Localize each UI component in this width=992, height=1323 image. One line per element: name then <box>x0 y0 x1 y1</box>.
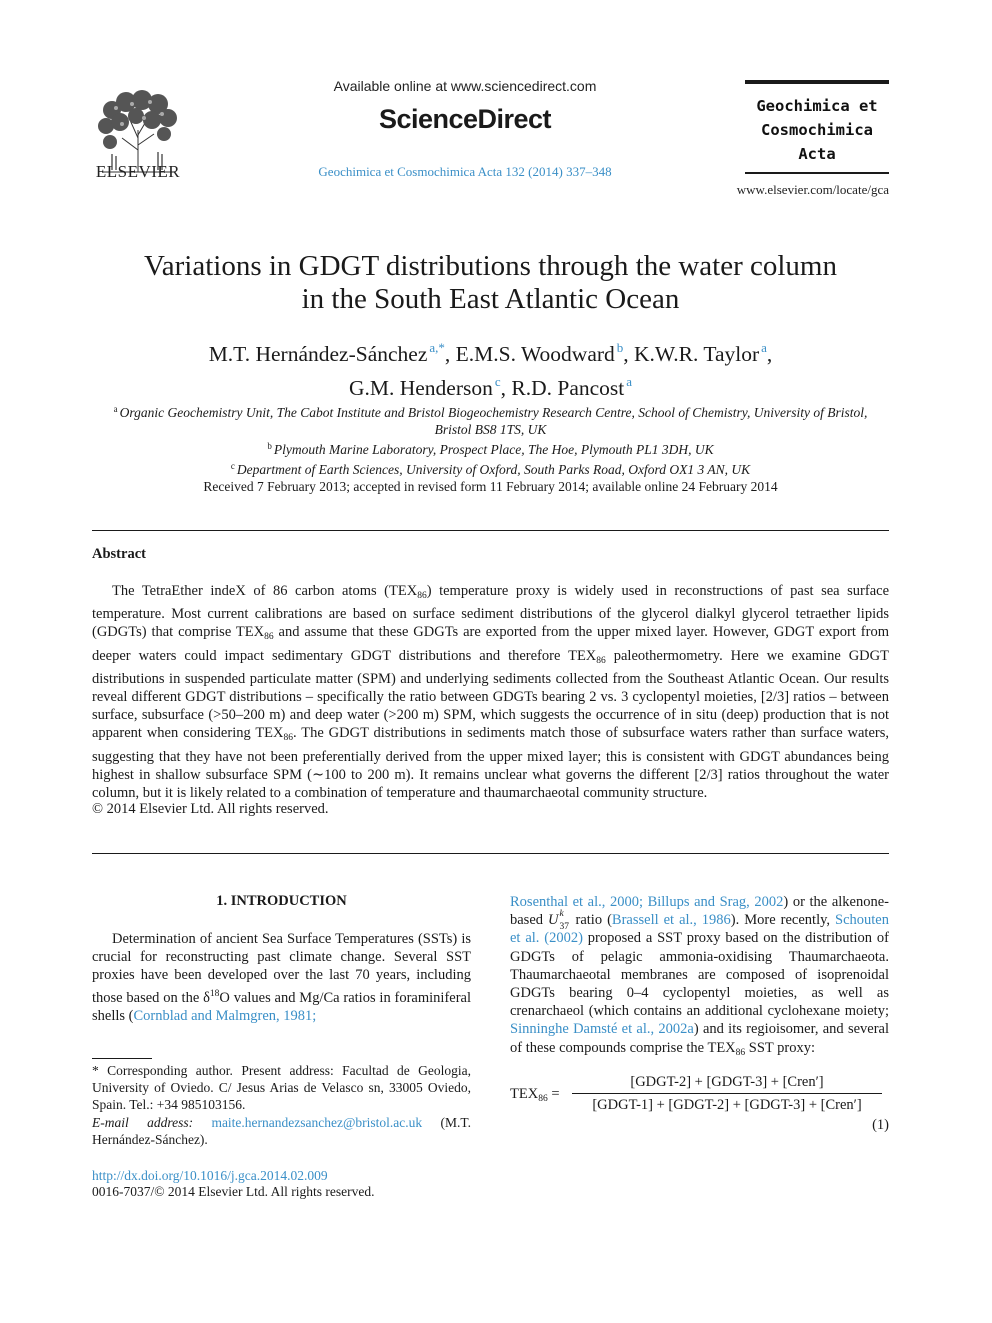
abstract-text-run: paleothermometry. Here we examine GDGT distributions in suspended particulate matter (SPM) and underlying sediments collected from the Southeast Atlantic Ocean. Our results reveal different GDGT distributions – specifically the ratio between GDGTs bearing 2 vs. 3 cyclopentyl moieties, [2/3] ratios – between surface, subsurface (>50–200 m) and deep water (>200 m) SPM, which suggests the occurrence of in situ (deep) production that is not apparent when considering TEX <box>92 647 889 742</box>
author-name[interactable]: E.M.S. Woodward <box>455 342 615 366</box>
author-name[interactable]: R.D. Pancost <box>511 376 625 400</box>
affiliations <box>92 401 889 478</box>
author-name[interactable]: M.T. Hernández-Sánchez <box>208 342 428 366</box>
superscript: k <box>559 909 564 920</box>
intro-text-run: ) or the alkenone-based <box>510 894 889 929</box>
author-affiliation-marker[interactable]: a <box>761 340 767 355</box>
title-line: Variations in GDGT distributions through the water column <box>144 250 837 282</box>
subscript: 86 <box>735 1047 746 1058</box>
author-separator: , <box>766 342 773 366</box>
fraction-bar <box>572 1093 882 1094</box>
author-affiliation-marker[interactable]: a <box>626 374 633 389</box>
abstract-body <box>92 582 889 802</box>
abstract-text-run: ) temperature proxy is widely used in reconstructions of past sea surface temperature. Most current calibrations are based on surface sediment distributions of the glycerol dialkyl glycerol tetraether lipids (GDGTs) that comprise TEX <box>92 583 889 641</box>
email-link[interactable]: maite.hernandezsanchez@bristol.ac.uk <box>211 1114 423 1130</box>
subscript: 86 <box>596 655 606 666</box>
intro-left-column <box>92 930 471 1025</box>
journal-citation-link[interactable]: Geochimica et Cosmochimica Acta 132 (2014) 337–348 <box>318 164 612 179</box>
available-online-text: Available online at www.sciencedirect.com <box>333 78 597 94</box>
intro-paragraph <box>510 893 889 1062</box>
equation-fraction <box>572 1072 882 1115</box>
equation-lhs-symbol: TEX <box>510 1086 539 1102</box>
uk37-indices <box>559 909 571 933</box>
abstract-text-run: and assume that these GDGTs are exported from the upper mixed layer. However, GDGT export from deeper waters could impact sedimentary GDGT distributions and therefore TEX <box>92 624 889 664</box>
abstract-copyright: © 2014 Elsevier Ltd. All rights reserved. <box>92 801 329 817</box>
journal-top-rule <box>745 80 889 84</box>
corresponding-author-footnote <box>92 1062 471 1148</box>
footnote-text: * Corresponding author. Present address: Facultad de Geologia, University of Oviedo. C/ Jesus Arias de Velasco sn, 33005 Oviedo, Spain. Tel.: +34 985103156. <box>92 1063 471 1113</box>
title-line: in the South East Atlantic Ocean <box>301 283 680 315</box>
journal-name-line: Geochimica et <box>756 97 878 115</box>
journal-name-line: Cosmochimica <box>761 121 873 139</box>
journal-name <box>745 94 889 166</box>
citation-link[interactable]: Sinninghe Damsté et al., 2002a <box>510 1021 694 1038</box>
subscript: 86 <box>283 733 294 744</box>
author-affiliation-marker[interactable]: c <box>494 374 501 389</box>
abstract-text-run: The TetraEther indeX of 86 carbon atoms (TEX <box>112 583 418 599</box>
author-list <box>92 334 889 402</box>
affiliation-item <box>92 438 889 458</box>
intro-text-run: ) and its regioisomer, and several of these compounds comprise the TEX <box>510 1021 890 1056</box>
affiliation-key: b <box>267 441 272 451</box>
equals-sign: = <box>551 1086 560 1102</box>
affiliation-text: Department of Earth Sciences, University of Oxford, South Parks Road, Oxford OX1 3 AN, UK <box>236 462 751 477</box>
superscript: 18 <box>209 988 220 999</box>
footnote-paragraph <box>92 1114 471 1148</box>
affiliation-item <box>92 401 889 421</box>
equation-denominator: [GDGT-1] + [GDGT-2] + [GDGT-3] + [Cren′] <box>592 1097 862 1114</box>
tex86-equation <box>510 1072 889 1118</box>
article-history: Received 7 February 2013; accepted in revised form 11 February 2014; available online 24 February 2014 <box>203 479 778 494</box>
author-name[interactable]: K.W.R. Taylor <box>634 342 760 366</box>
publisher-name: ELSEVIER <box>95 162 181 181</box>
intro-text-run: O values and Mg/Ca ratios in foraminiferal shells ( <box>92 989 471 1024</box>
equation-lhs <box>510 1086 560 1104</box>
author-separator: , <box>500 376 512 400</box>
doi-link[interactable]: http://dx.doi.org/10.1016/j.gca.2014.02.009 <box>92 1168 328 1183</box>
intro-text-run: SST proxy: <box>745 1039 815 1056</box>
subscript: 86 <box>538 1094 548 1104</box>
affiliation-key: c <box>230 461 235 471</box>
author-name[interactable]: G.M. Henderson <box>348 376 493 400</box>
intro-text-run: ). More recently, <box>730 912 836 929</box>
abstract-bottom-rule <box>92 853 889 854</box>
equation-number: (1) <box>872 1117 889 1133</box>
footnote-rule <box>92 1058 152 1059</box>
affiliation-key: a <box>113 404 118 414</box>
intro-paragraph <box>92 930 471 1025</box>
abstract-top-rule <box>92 530 889 531</box>
email-owner: (M.T. Hernández-Sánchez). <box>92 1114 471 1147</box>
affiliation-text: Plymouth Marine Laboratory, Prospect Place, The Hoe, Plymouth PL1 3DH, UK <box>273 442 714 457</box>
affiliation-item <box>92 458 889 478</box>
issn-copyright: 0016-7037/© 2014 Elsevier Ltd. All rights reserved. <box>92 1184 375 1199</box>
author-affiliation-marker[interactable]: a,* <box>429 340 445 355</box>
citation-link[interactable]: Brassell et al., 1986 <box>611 912 731 929</box>
author-affiliation-marker[interactable]: b <box>616 340 624 355</box>
intro-right-column <box>510 893 889 1062</box>
author-separator: , <box>623 342 635 366</box>
affiliation-text: Organic Geochemistry Unit, The Cabot Institute and Bristol Biogeochemistry Research Centre, School of Chemistry, University of Bristol, <box>119 405 868 420</box>
journal-url[interactable]: www.elsevier.com/locate/gca <box>736 182 889 197</box>
citation-link[interactable]: Rosenthal et al., 2000; Billups and Srag, 2002 <box>510 894 784 910</box>
intro-text-run: Determination of ancient Sea Surface Temperatures (SSTs) is crucial for reconstructing past climate change. Several SST proxies have been developed over the last 70 years, including those based on the δ <box>92 931 471 1006</box>
uk37-symbol: U <box>548 912 559 929</box>
equation-numerator: [GDGT-2] + [GDGT-3] + [Cren′] <box>630 1074 824 1090</box>
abstract-paragraph <box>92 582 889 802</box>
citation-link[interactable]: Cornblad and Malmgren, 1981; <box>133 1007 317 1024</box>
subscript: 37 <box>559 922 569 933</box>
abstract-heading: Abstract <box>92 546 146 562</box>
email-label: E-mail address: <box>92 1114 194 1130</box>
author-separator: , <box>444 342 456 366</box>
citation-link[interactable]: Schouten et al. (2002) <box>510 912 889 947</box>
journal-name-line: Acta <box>798 145 836 163</box>
affiliation-text: Bristol BS8 1TS, UK <box>434 422 547 437</box>
author-line <box>92 368 889 402</box>
section-heading: 1. INTRODUCTION <box>216 893 347 909</box>
article-title <box>92 250 889 316</box>
abstract-text-run: . The GDGT distributions in sediments match those of subsurface waters rather than surface waters, suggesting that they have not been preferentially derived from the upper mixed layer; this is consistent with GDGT abundances being highest in shallow subsurface SPM (∼100 to 200 m). It remains unclear what governs the different [2/3] ratios throughout the water column, but it is likely related to a combination of temperature and thaumarchaeotal community structure. <box>92 725 889 802</box>
intro-text-run: ratio ( <box>570 912 612 929</box>
journal-bottom-rule <box>745 172 889 174</box>
author-line <box>92 334 889 368</box>
intro-text-run: proposed a SST proxy based on the distribution of GDGTs of pelagic ammonia-oxidising Thaumarchaeota. Thaumarchaeotal membranes are composed of isoprenoidal GDGTs bearing 0–4 cyclopentyl moieties, as well as crenarchaeol (which contains an additional cyclohexane moiety; <box>510 930 889 1020</box>
subscript: 86 <box>264 632 274 643</box>
sciencedirect-logo[interactable]: ScienceDirect <box>378 104 552 134</box>
subscript: 86 <box>417 591 427 601</box>
affiliation-item <box>92 421 889 438</box>
footnote-paragraph <box>92 1062 471 1114</box>
